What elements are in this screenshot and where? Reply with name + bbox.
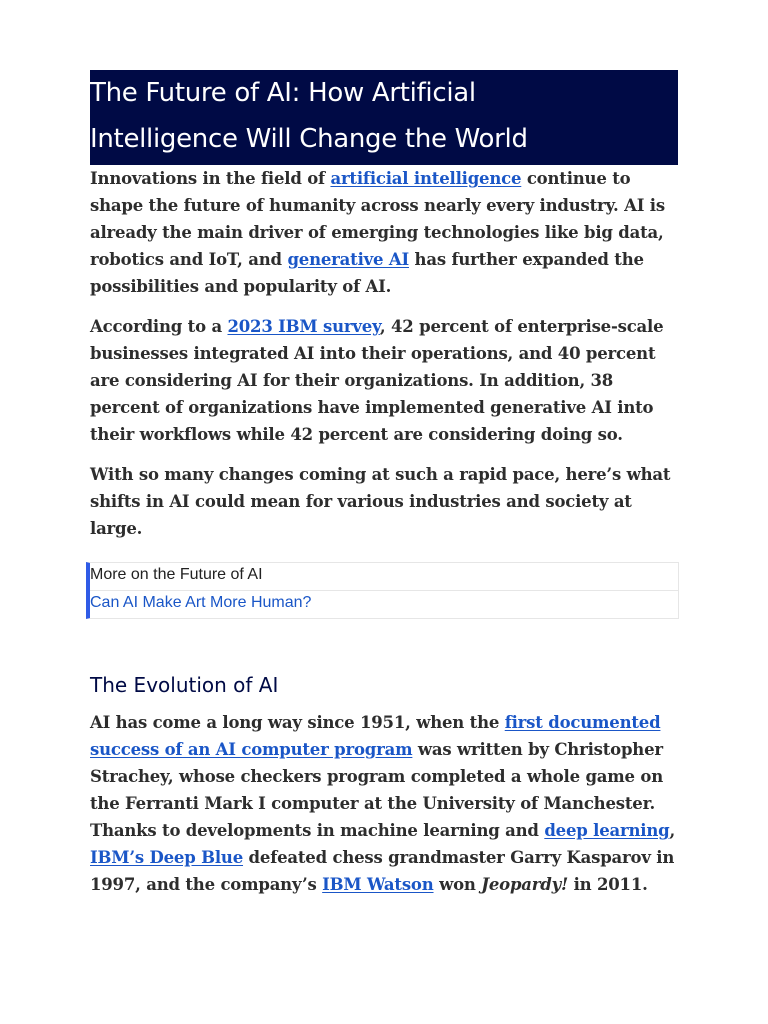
evolution-paragraph bbox=[90, 709, 678, 898]
related-link-ai-art[interactable]: Can AI Make Art More Human? bbox=[90, 590, 678, 618]
title-line-2: Intelligence Will Change the World bbox=[90, 124, 528, 154]
article bbox=[90, 70, 678, 911]
evo-text-4: defeated chess grandmaster Garry Kasparov in 1997, and the company’s bbox=[90, 848, 675, 894]
evo-text-6: in 2011. bbox=[568, 875, 648, 894]
intro-text-2: continue to shape the future of humanity across nearly every industry. AI is already the main driver of emerging technologies like big data, robotics and IoT, and bbox=[90, 169, 665, 269]
evo-text-1: AI has come a long way since 1951, when the bbox=[90, 713, 505, 732]
survey-text-1: According to a bbox=[90, 317, 228, 336]
link-artificial-intelligence[interactable]: artificial intelligence bbox=[330, 169, 522, 188]
intro-paragraph bbox=[90, 165, 678, 300]
title-line-1: The Future of AI: How Artificial bbox=[90, 78, 476, 108]
link-first-ai-program[interactable]: first documented success of an AI computer program bbox=[90, 713, 661, 759]
jeopardy-title: Jeopardy! bbox=[481, 875, 569, 894]
section-heading-evolution: The Evolution of AI bbox=[90, 673, 279, 697]
survey-paragraph bbox=[90, 313, 678, 448]
evo-text-2: was written by Christopher Strachey, whose checkers program completed a whole game on the Ferranti Mark I computer at the University of Manchester. Thanks to developments in machine learning and bbox=[90, 740, 663, 840]
link-ibm-deep-blue[interactable]: IBM’s Deep Blue bbox=[90, 848, 244, 867]
intro-text-1: Innovations in the field of bbox=[90, 169, 331, 188]
link-generative-ai[interactable]: generative AI bbox=[287, 250, 409, 269]
related-heading: More on the Future of AI bbox=[90, 566, 263, 583]
shifts-text: With so many changes coming at such a rapid pace, here’s what shifts in AI could mean for various industries and society at large. bbox=[90, 465, 671, 538]
survey-text-2: , 42 percent of enterprise-scale businesses integrated AI into their operations, and 40 percent are considering AI for their organizations. In addition, 38 percent of organizations have implemented generative AI into their workflows while 42 percent are considering doing so. bbox=[90, 317, 664, 444]
link-deep-learning[interactable]: deep learning bbox=[544, 821, 670, 840]
evo-text-5: won bbox=[433, 875, 482, 894]
link-ibm-survey[interactable]: 2023 IBM survey bbox=[227, 317, 380, 336]
related-articles-box bbox=[86, 562, 679, 619]
link-ibm-watson[interactable]: IBM Watson bbox=[322, 875, 434, 894]
intro-text-3: has further expanded the possibilities and popularity of AI. bbox=[90, 250, 644, 296]
shifts-paragraph bbox=[90, 461, 678, 542]
article-title bbox=[90, 70, 678, 165]
evo-text-3: , bbox=[669, 821, 676, 840]
